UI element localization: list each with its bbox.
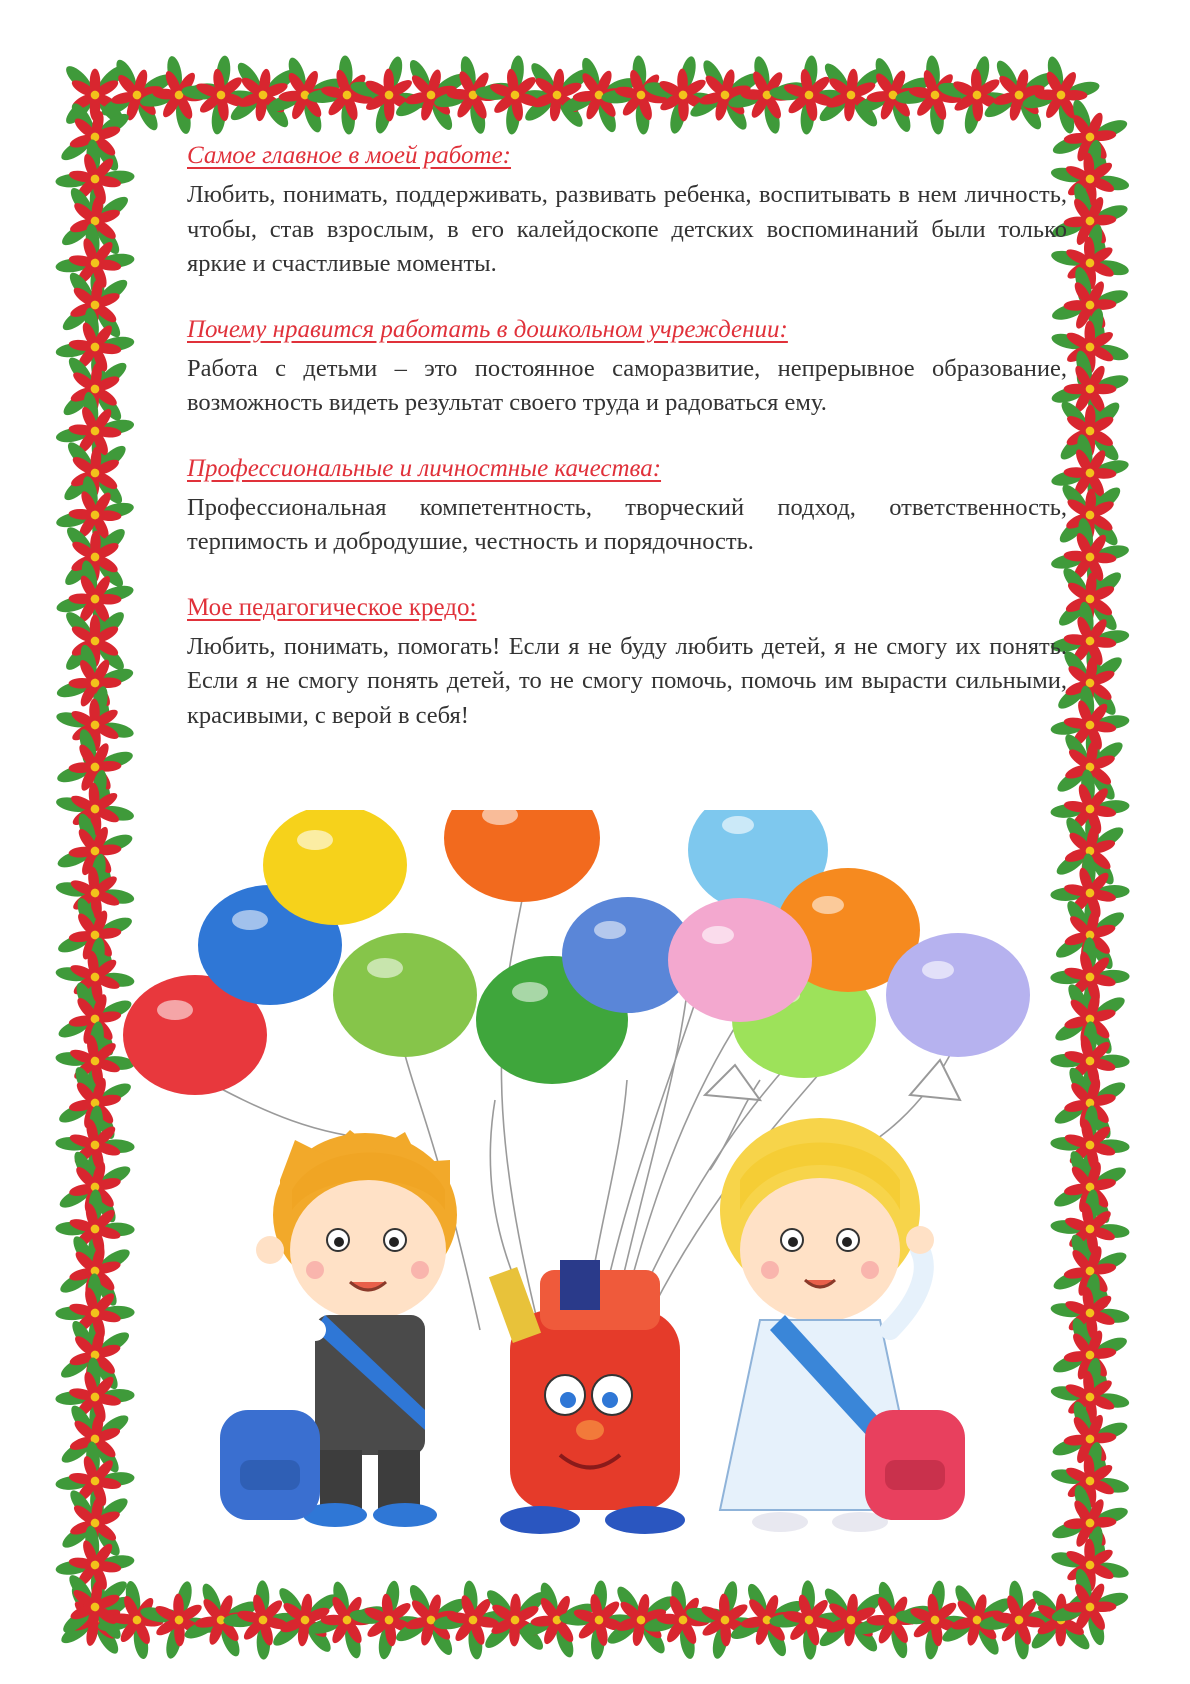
section-heading: Профессиональные и личностные качества: [187,454,662,482]
section-text: Любить, понимать, поддерживать, развивать ребенка, воспитывать в нем личность, чтобы, став взрослым, в его калейдоскопе детских воспоминаний были только яркие и счастливые моменты. [187,181,1067,277]
blue-backpack [220,1410,320,1520]
section-heading: Самое главное в моей работе: [187,142,511,169]
section-text: Работа с детьми – это постоянное саморазвитие, непрерывное образование, возможность видеть результат своего труда и радоваться ему. [187,354,1067,416]
section-why-preschool [187,314,1067,421]
section-credo [187,592,1067,734]
balloon-yellow [263,810,407,925]
children-balloons-illustration [120,810,1060,1570]
section-heading: Почему нравится работать в дошкольном учреждении: [187,315,788,343]
balloon-pink [668,898,812,1022]
balloon-lavender [886,933,1030,1057]
balloon-orange [444,810,600,902]
pink-backpack [865,1410,965,1520]
section-text: Любить, понимать, помогать! Если я не буду любить детей, я не смогу их понять. Если я не смогу понять детей, то не смогу помочь, помочь им вырасти сильными, красивыми, с верой в себя! [187,632,1067,729]
section-qualities [187,453,1067,560]
section-heading: Мое педагогическое кредо: [187,593,477,621]
section-main-in-work [187,140,1067,282]
balloons [123,810,1030,1095]
main-content [187,140,1067,765]
balloon-light-green [333,933,477,1057]
backpack-character [489,1260,685,1534]
section-text: Профессиональная компетентность, творческий подход, ответственность, терпимость и добродушие, честность и порядочность. [187,493,1067,555]
